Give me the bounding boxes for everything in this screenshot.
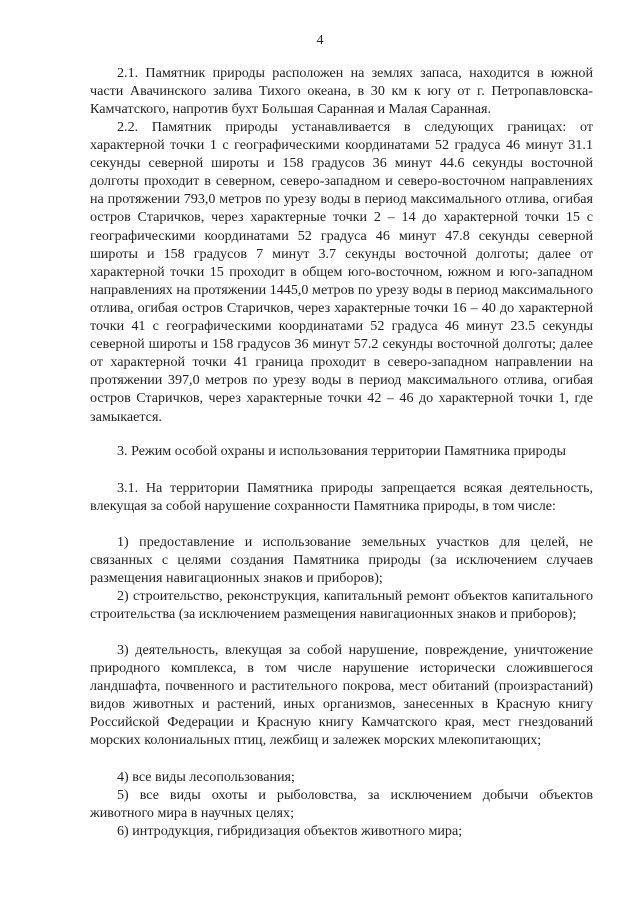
- list-item-3: 3) деятельность, влекущая за собой нарушение, повреждение, уничтожение природного комплекса, в том числе нарушение исторически сложившегося ландшафта, почвенного и растительного покрова, мест обитаний (произрастаний) видов животных и растений, иных организмов, занесенных в Красную книгу Российской Федерации и Красную книгу Камчатского края, мест гнездований морских колониальных птиц, лежбищ и залежек морских млекопитающих;: [90, 642, 593, 749]
- list-item-5: 5) все виды охоты и рыболовства, за исключением добычи объектов животного мира в научных целях;: [90, 787, 593, 822]
- list-item-6: 6) интродукция, гибридизация объектов животного мира;: [117, 823, 463, 839]
- paragraph-2-2: 2.2. Памятник природы устанавливается в следующих границах: от характерной точки 1 с географическими координатами 52 градуса 46 минут 31.1 секунды северной широты и 158 градусов 36 минут 44.6 секунды восточной долготы проходит в северном, северо-западном и северо-восточном направлениях на протяжении 793,0 метров по урезу воды в период максимального отлива, огибая остров Старичков, через характерные точки 2 – 14 до характерной точки 15 с географическими координатами 52 градуса 46 минут 47.8 секунды северной широты и 158 градусов 7 минут 3.7 секунды восточной долготы; далее от характерной точки 15 проходит в общем юго-восточном, южном и юго-западном направлениях на протяжении 1445,0 метров по урезу воды в период максимального отлива, огибая остров Старичков, через характерные точки 16 – 40 до характерной точки 41 с географическими координатами 52 градуса 46 минут 23.5 секунды северной широты и 158 градусов 36 минут 57.2 секунды восточной долготы; далее от характерной точки 41 граница проходит в северо-западном направлении на протяжении 397,0 метров по урезу воды в период максимального отлива, огибая остров Старичков, через характерные точки 42 – 46 до характерной точки 1, где замыкается.: [90, 119, 593, 425]
- list-item-4: 4) все виды лесопользования;: [117, 769, 295, 785]
- page-number: 4: [316, 32, 324, 48]
- paragraph-2-1: 2.1. Памятник природы расположен на землях запаса, находится в южной части Авачинского залива Тихого океана, в 30 км к югу от г. Петропавловска-Камчатского, напротив бухт Большая Саранная и Малая Саранная.: [90, 65, 593, 118]
- list-item-2: 2) строительство, реконструкция, капитальный ремонт объектов капитального строительства (за исключением размещения навигационных знаков и приборов);: [90, 588, 593, 623]
- list-item-1: 1) предоставление и использование земельных участков для целей, не связанных с целями создания Памятника природы (за исключением случаев размещения навигационных знаков и приборов);: [90, 534, 593, 587]
- section-3-heading: 3. Режим особой охраны и использования территории Памятника природы: [116, 443, 567, 459]
- paragraph-3-1: 3.1. На территории Памятника природы запрещается всякая деятельность, влекущая за собой нарушение сохранности Памятника природы, в том числе:: [90, 480, 593, 515]
